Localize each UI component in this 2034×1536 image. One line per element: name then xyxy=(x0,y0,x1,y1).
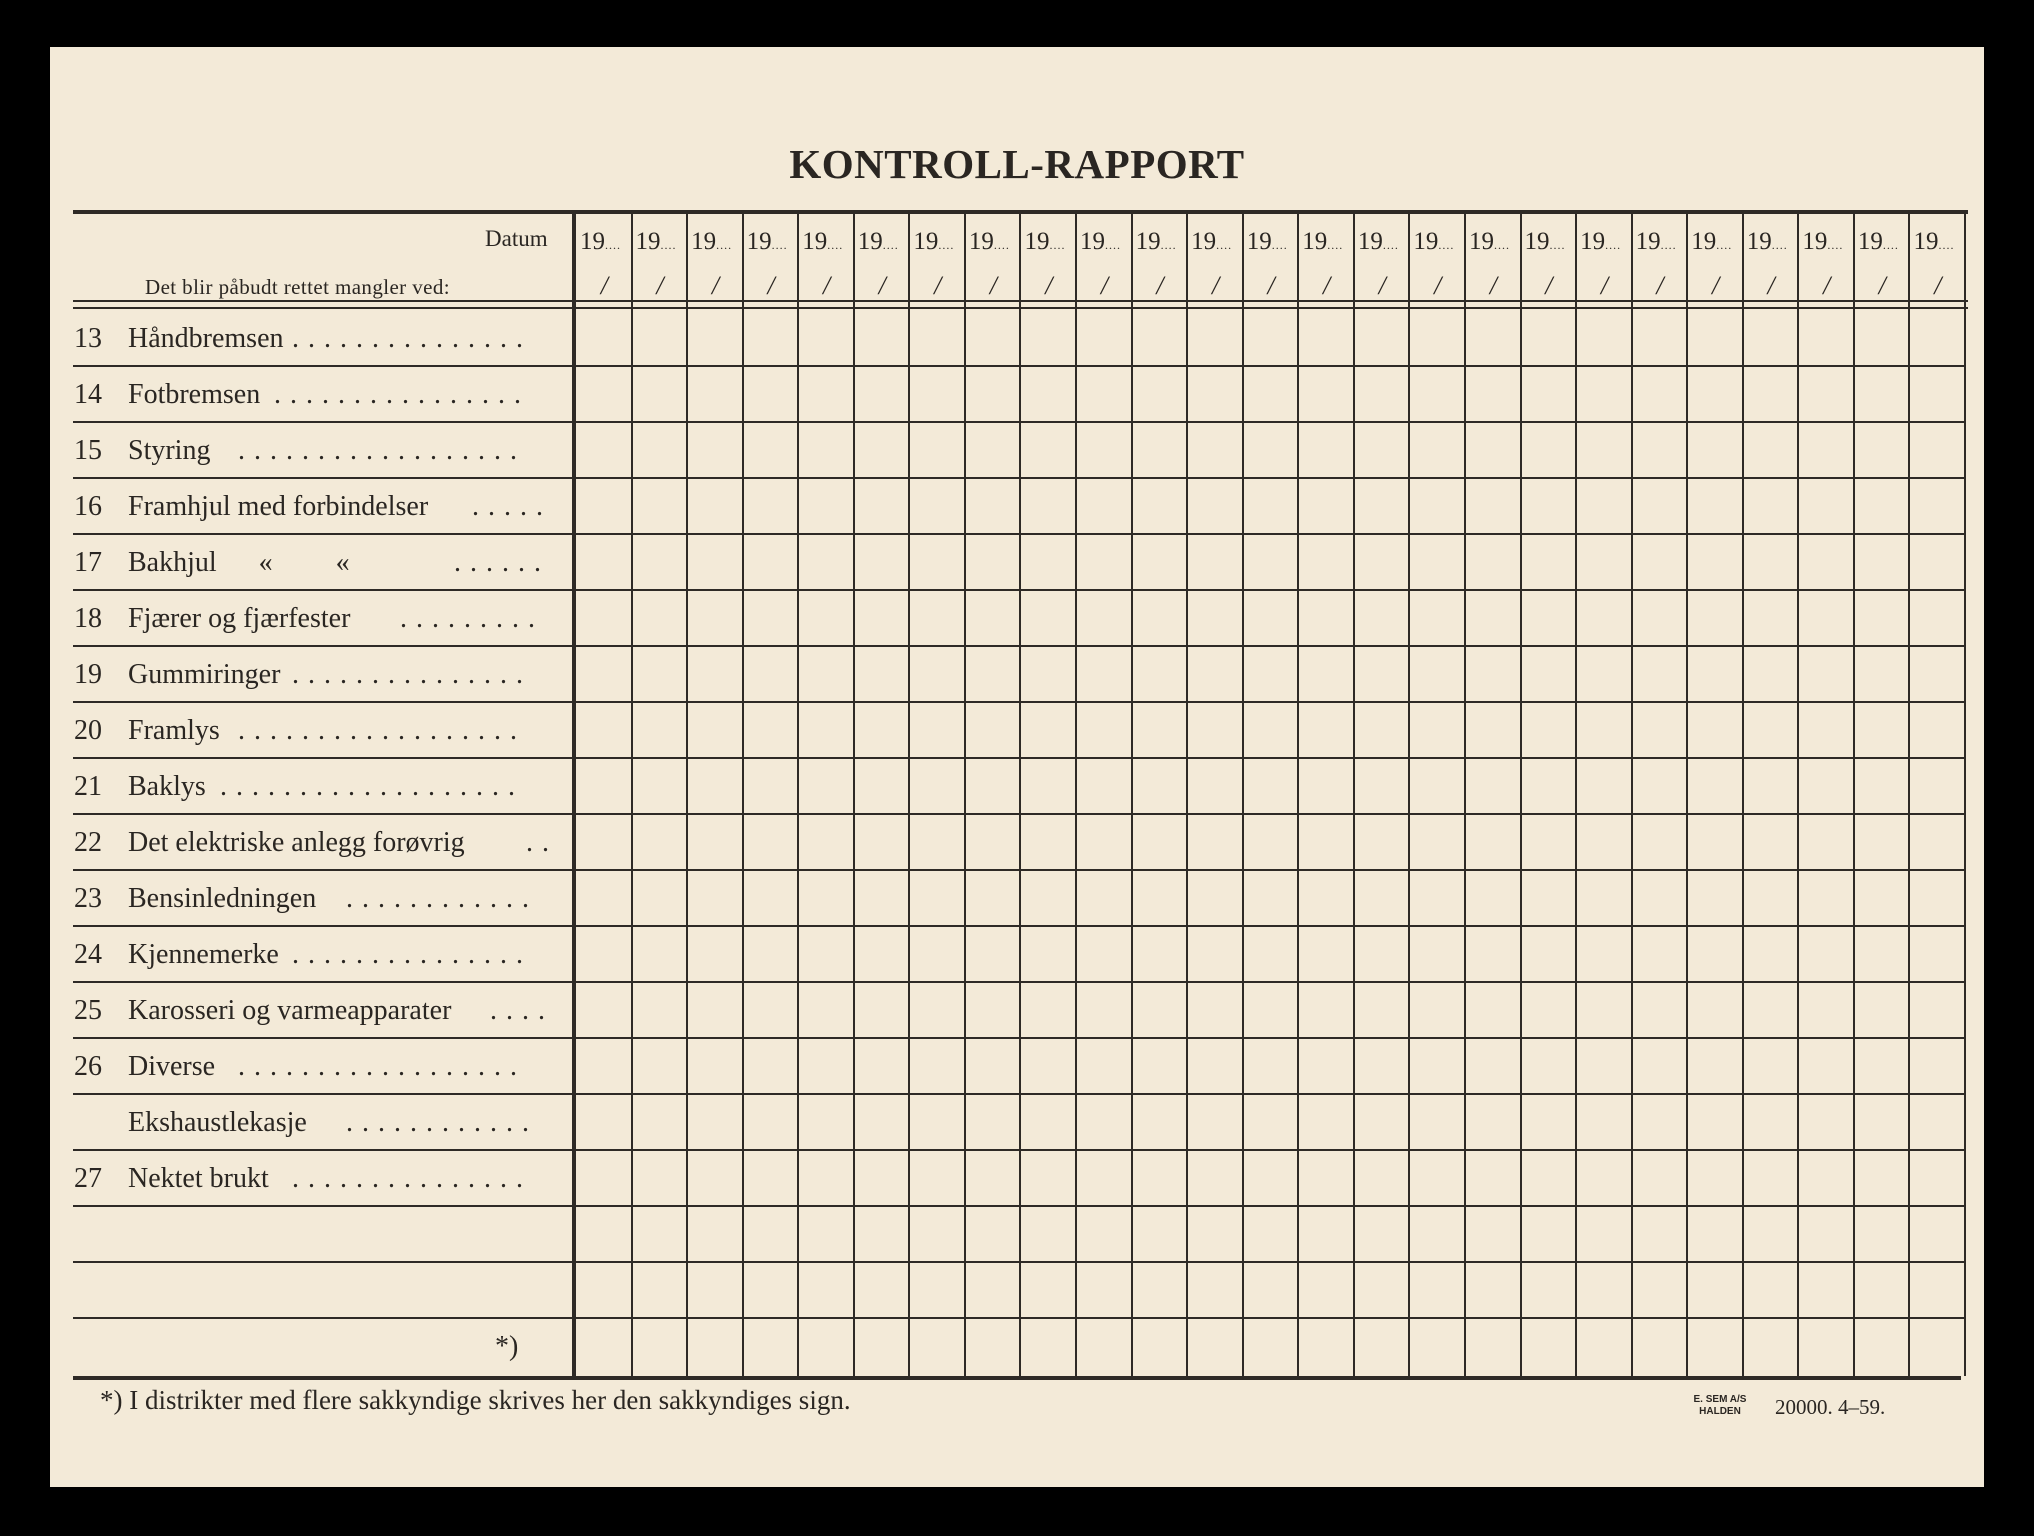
year-blank: .... xyxy=(1938,238,1955,252)
row-number: 18 xyxy=(74,603,102,634)
grid-column-line xyxy=(1186,212,1188,1376)
row-number: 17 xyxy=(74,547,102,578)
year-blank: .... xyxy=(938,238,955,252)
printer-name xyxy=(1680,1394,1760,1418)
grid-row-line xyxy=(576,645,1965,647)
grid-row-line xyxy=(576,1093,1965,1095)
leader-dots: ............ xyxy=(346,1107,538,1138)
leader-dots: .................. xyxy=(238,1051,526,1082)
date-year-field xyxy=(1191,228,1232,259)
grid-column-line xyxy=(964,212,966,1376)
date-year-field xyxy=(1525,228,1566,259)
year-prefix: 19 xyxy=(1468,228,1494,255)
footnote: *) I distrikter med flere sakkyndige skrives her den sakkyndiges sign. xyxy=(100,1385,851,1415)
year-blank: .... xyxy=(1327,238,1344,252)
grid-column-line xyxy=(1686,212,1688,1376)
label-row-line xyxy=(73,421,572,423)
row-label: Fotbremsen xyxy=(128,379,261,410)
date-slash: / xyxy=(600,271,608,300)
label-row-line xyxy=(73,1317,572,1319)
row-number: 20 xyxy=(74,715,102,746)
label-row-line xyxy=(73,1205,572,1207)
year-blank: .... xyxy=(660,238,677,252)
date-year-field xyxy=(1580,228,1621,259)
grid-column-line xyxy=(1575,212,1577,1376)
grid-column-line xyxy=(1242,212,1244,1376)
year-blank: .... xyxy=(1438,238,1455,252)
row-label: Styring xyxy=(128,435,211,466)
year-blank: .... xyxy=(882,238,899,252)
date-slash: / xyxy=(1823,271,1831,300)
grid-row-line xyxy=(576,813,1965,815)
date-year-field xyxy=(1247,228,1288,259)
label-row-line xyxy=(73,365,572,367)
grid-row-line xyxy=(576,1317,1965,1319)
label-row-line xyxy=(73,701,572,703)
year-prefix: 19 xyxy=(1691,228,1717,255)
grid-column-line xyxy=(631,212,633,1376)
year-prefix: 19 xyxy=(1413,228,1439,255)
date-year-field xyxy=(636,228,677,259)
row-number: 27 xyxy=(74,1163,102,1194)
row-label: Gummiringer xyxy=(128,659,281,690)
date-slash: / xyxy=(1156,271,1164,300)
year-prefix: 19 xyxy=(1246,228,1272,255)
date-slash: / xyxy=(1711,271,1720,300)
row-number: 16 xyxy=(74,491,102,522)
date-year-field xyxy=(1136,228,1177,259)
leader-dots: .... xyxy=(490,995,554,1026)
label-row-line xyxy=(73,869,572,871)
label-row-line xyxy=(73,813,572,815)
grid-column-line xyxy=(1464,212,1466,1376)
year-blank: .... xyxy=(1105,238,1122,252)
date-slash: / xyxy=(1378,271,1386,300)
year-blank: .... xyxy=(1771,238,1788,252)
leader-dots: ............ xyxy=(346,883,538,914)
year-prefix: 19 xyxy=(1857,228,1883,255)
row-number: 22 xyxy=(74,827,102,858)
grid-row-line xyxy=(576,533,1965,535)
date-slash: / xyxy=(1211,271,1220,300)
leader-dots: ...... xyxy=(454,547,550,578)
row-label: Håndbremsen xyxy=(128,323,284,354)
grid-row-line xyxy=(576,421,1965,423)
date-slash: / xyxy=(711,271,720,300)
label-row-line xyxy=(73,925,572,927)
date-slash: / xyxy=(1656,271,1664,300)
year-prefix: 19 xyxy=(1191,228,1217,255)
grid-row-line xyxy=(576,757,1965,759)
date-year-field xyxy=(1691,228,1732,259)
date-year-field xyxy=(747,228,788,259)
row-label: Nektet brukt xyxy=(128,1163,269,1194)
label-row-line xyxy=(73,477,572,479)
grid-column-line xyxy=(742,212,744,1376)
grid-row-line xyxy=(576,1037,1965,1039)
year-prefix: 19 xyxy=(1080,228,1106,255)
grid-column-line xyxy=(1742,212,1744,1376)
date-slash: / xyxy=(1323,271,1331,300)
year-blank: .... xyxy=(1716,238,1733,252)
date-year-field xyxy=(1413,228,1454,259)
date-slash: / xyxy=(823,271,831,300)
year-prefix: 19 xyxy=(580,228,605,255)
grid-column-line xyxy=(1075,212,1077,1376)
year-prefix: 19 xyxy=(746,228,772,255)
row-label: Kjennemerke xyxy=(128,939,279,970)
year-blank: .... xyxy=(827,238,844,252)
row-number: 24 xyxy=(74,939,102,970)
leader-dots: ............... xyxy=(292,659,532,690)
date-slash: / xyxy=(1267,271,1275,300)
grid-column-line xyxy=(1520,212,1522,1376)
date-year-field xyxy=(1802,228,1843,259)
grid-column-line xyxy=(908,212,910,1376)
row-label: Diverse xyxy=(128,1051,216,1082)
leader-dots: ................... xyxy=(220,771,524,802)
date-slash: / xyxy=(1934,271,1942,300)
year-prefix: 19 xyxy=(1913,228,1939,255)
year-prefix: 19 xyxy=(1802,228,1828,255)
grid-row-line xyxy=(576,925,1965,927)
grid-column-line xyxy=(797,212,799,1376)
leader-dots: ......... xyxy=(400,603,544,634)
date-year-field xyxy=(1858,228,1899,259)
year-prefix: 19 xyxy=(968,228,994,255)
printer-line-2: HALDEN xyxy=(1699,1406,1741,1417)
year-prefix: 19 xyxy=(1024,228,1050,255)
date-slash: / xyxy=(1600,271,1609,300)
grid-column-line xyxy=(1353,212,1355,1376)
row-number: 23 xyxy=(74,883,102,914)
row-label: Bensinledningen xyxy=(128,883,317,914)
label-row-line xyxy=(73,1261,572,1263)
grid-row-line xyxy=(576,589,1965,591)
date-year-field xyxy=(1636,228,1677,259)
row-number: 26 xyxy=(74,1051,102,1082)
date-year-field xyxy=(1080,228,1121,259)
year-blank: .... xyxy=(1827,238,1844,252)
row-number: 15 xyxy=(74,435,102,466)
date-year-field xyxy=(1913,228,1954,259)
year-prefix: 19 xyxy=(1580,228,1606,255)
row-label: Bakhjul « « xyxy=(128,547,350,578)
year-prefix: 19 xyxy=(635,228,661,255)
date-year-field xyxy=(1469,228,1510,259)
leader-dots: .. xyxy=(526,827,558,858)
printer-line-1: E. SEM A/S xyxy=(1693,1394,1747,1405)
year-blank: .... xyxy=(1549,238,1566,252)
date-year-field xyxy=(1302,228,1343,259)
row-number: 25 xyxy=(74,995,102,1026)
year-blank: .... xyxy=(993,238,1010,252)
date-slash: / xyxy=(1045,271,1053,300)
row-label: Framhjul med forbindelser xyxy=(128,491,429,522)
year-blank: .... xyxy=(1660,238,1677,252)
label-row-line xyxy=(73,1037,572,1039)
leader-dots: ..... xyxy=(472,491,552,522)
year-blank: .... xyxy=(1605,238,1622,252)
row-number: 13 xyxy=(74,323,102,354)
grid-column-line xyxy=(686,212,688,1376)
leader-dots: ............... xyxy=(292,939,532,970)
date-slash: / xyxy=(878,271,886,300)
year-blank: .... xyxy=(1216,238,1233,252)
row-label: Fjærer og fjærfester xyxy=(128,603,351,634)
grid-column-line xyxy=(1408,212,1410,1376)
year-prefix: 19 xyxy=(691,228,717,255)
leader-dots: ................ xyxy=(274,379,530,410)
grid-row-line xyxy=(576,701,1965,703)
label-row-line xyxy=(73,1093,572,1095)
grid-column-line xyxy=(1908,212,1910,1376)
year-prefix: 19 xyxy=(1524,228,1550,255)
date-slash: / xyxy=(1767,271,1775,300)
date-slash: / xyxy=(656,271,664,300)
row-label: Karosseri og varmeapparater xyxy=(128,995,452,1026)
date-year-field xyxy=(969,228,1010,259)
year-prefix: 19 xyxy=(1302,228,1328,255)
grid-row-line xyxy=(576,869,1965,871)
row-number: 14 xyxy=(74,379,102,410)
grid-column-line xyxy=(1131,212,1133,1376)
date-year-field xyxy=(913,228,954,259)
instruction-label: Det blir påbudt rettet mangler ved: xyxy=(145,275,450,299)
date-slash: / xyxy=(1100,271,1109,300)
leader-dots: ............... xyxy=(292,323,532,354)
year-blank: .... xyxy=(1160,238,1177,252)
row-number: 19 xyxy=(74,659,102,690)
year-blank: .... xyxy=(1271,238,1288,252)
row-label: Ekshaustlekasje xyxy=(128,1107,307,1138)
leader-dots: .................. xyxy=(238,435,526,466)
date-slash: / xyxy=(1434,271,1442,300)
year-prefix: 19 xyxy=(802,228,828,255)
print-info: 20000. 4–59. xyxy=(1775,1395,1886,1419)
year-prefix: 19 xyxy=(913,228,939,255)
date-slash: / xyxy=(1545,271,1553,300)
year-prefix: 19 xyxy=(1135,228,1161,255)
date-year-field xyxy=(691,228,732,259)
grid-row-line xyxy=(576,1261,1965,1263)
grid-row-line xyxy=(576,1149,1965,1151)
year-blank: .... xyxy=(1493,238,1510,252)
grid-column-line xyxy=(1297,212,1299,1376)
grid-row-line xyxy=(576,365,1965,367)
label-row-line xyxy=(73,533,572,535)
grid-column-line xyxy=(1964,212,1966,1376)
date-slash: / xyxy=(1489,271,1497,300)
label-row-line xyxy=(73,645,572,647)
grid-row-line xyxy=(576,477,1965,479)
year-prefix: 19 xyxy=(1746,228,1772,255)
date-year-field xyxy=(802,228,843,259)
date-year-field xyxy=(858,228,899,259)
label-row-line xyxy=(73,589,572,591)
date-slash: / xyxy=(767,271,775,300)
label-row-line xyxy=(73,757,572,759)
leader-dots: .................. xyxy=(238,715,526,746)
grid-row-line xyxy=(576,1205,1965,1207)
grid-row-line xyxy=(576,981,1965,983)
label-column-divider xyxy=(572,212,576,1376)
grid-column-line xyxy=(1853,212,1855,1376)
label-row-line xyxy=(73,981,572,983)
year-blank: .... xyxy=(1382,238,1399,252)
form-title: KONTROLL-RAPPORT xyxy=(789,141,1245,187)
date-slash: / xyxy=(1878,271,1886,300)
date-slash: / xyxy=(934,271,942,300)
year-blank: .... xyxy=(716,238,733,252)
year-blank: .... xyxy=(605,238,621,252)
date-year-field xyxy=(1747,228,1788,259)
row-number: 21 xyxy=(74,771,102,802)
row-label: Baklys xyxy=(128,771,206,802)
year-blank: .... xyxy=(1882,238,1899,252)
date-year-field xyxy=(580,228,621,259)
row-label: Framlys xyxy=(128,715,220,746)
grid-column-line xyxy=(1797,212,1799,1376)
year-blank: .... xyxy=(771,238,788,252)
row-label: Det elektriske anlegg forøvrig xyxy=(128,827,465,858)
year-prefix: 19 xyxy=(857,228,883,255)
year-blank: .... xyxy=(1049,238,1066,252)
date-slash: / xyxy=(989,271,997,300)
form-card xyxy=(50,47,1984,1487)
row-label: *) xyxy=(495,1331,519,1362)
grid-column-line xyxy=(1019,212,1021,1376)
bottom-rule xyxy=(73,1376,1961,1380)
year-prefix: 19 xyxy=(1357,228,1383,255)
label-row-line xyxy=(73,1149,572,1151)
grid-column-line xyxy=(853,212,855,1376)
date-year-field xyxy=(1358,228,1399,259)
year-prefix: 19 xyxy=(1635,228,1661,255)
leader-dots: ............... xyxy=(292,1163,532,1194)
date-year-field xyxy=(1024,228,1065,259)
datum-label: Datum xyxy=(485,226,548,251)
grid-column-line xyxy=(1631,212,1633,1376)
